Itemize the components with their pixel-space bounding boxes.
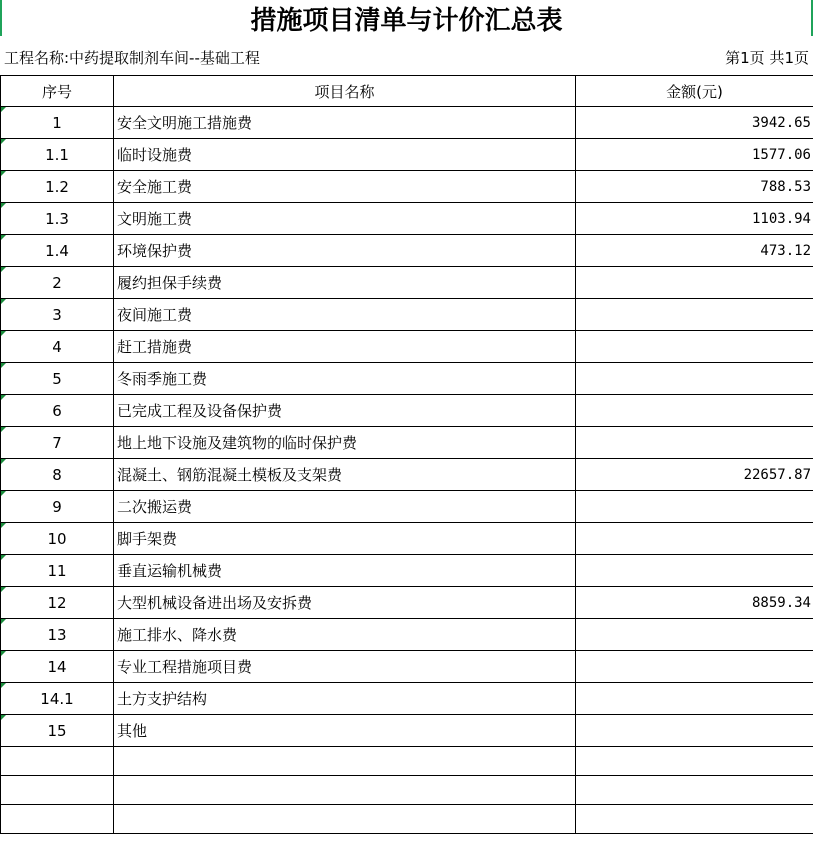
cell-seq[interactable]: 15 [1,715,114,747]
cell-amount[interactable] [576,395,813,427]
header-row [1,76,813,107]
cell-amount[interactable] [576,267,813,299]
table-row [1,267,813,299]
cell-amount[interactable]: 473.12 [576,235,813,267]
cell-amount[interactable] [576,715,813,747]
cell-amount[interactable] [576,619,813,651]
cell-seq[interactable]: 1.4 [1,235,114,267]
table-row [1,171,813,203]
cell-amount[interactable]: 3942.65 [576,107,813,139]
cell-seq[interactable] [1,805,114,834]
table-row [1,139,813,171]
cell-name[interactable]: 混凝土、钢筋混凝土模板及支架费 [114,459,576,491]
cell-name[interactable]: 垂直运输机械费 [114,555,576,587]
cell-seq[interactable]: 4 [1,331,114,363]
cell-amount[interactable] [576,747,813,776]
cell-name[interactable]: 安全施工费 [114,171,576,203]
table-row [1,747,813,776]
cell-name[interactable] [114,747,576,776]
cell-marker-icon [1,171,6,176]
cell-seq[interactable]: 10 [1,523,114,555]
cell-marker-icon [1,299,6,304]
cell-marker-icon [1,235,6,240]
cell-name[interactable]: 安全文明施工措施费 [114,107,576,139]
cell-seq[interactable]: 14 [1,651,114,683]
header-seq[interactable]: 序号 [1,76,114,107]
cell-marker-icon [1,139,6,144]
cell-amount[interactable] [576,427,813,459]
cell-amount[interactable] [576,491,813,523]
cell-name[interactable]: 冬雨季施工费 [114,363,576,395]
cell-marker-icon [1,331,6,336]
table-row [1,651,813,683]
cell-seq[interactable]: 1.2 [1,171,114,203]
header-name[interactable]: 项目名称 [114,76,576,107]
cell-seq[interactable]: 1.3 [1,203,114,235]
cell-name[interactable]: 大型机械设备进出场及安拆费 [114,587,576,619]
table-row [1,776,813,805]
cell-seq[interactable]: 13 [1,619,114,651]
table-row [1,299,813,331]
cell-amount[interactable]: 788.53 [576,171,813,203]
cell-marker-icon [1,363,6,368]
project-name: 工程名称:中药提取制剂车间--基础工程 [4,49,260,67]
table-row [1,203,813,235]
header-amount[interactable]: 金额(元) [576,76,813,107]
cell-seq[interactable]: 5 [1,363,114,395]
table-row [1,395,813,427]
cell-seq[interactable] [1,776,114,805]
cell-seq[interactable]: 12 [1,587,114,619]
page-info: 第1页 共1页 [725,49,809,67]
table-row [1,805,813,834]
measures-table [0,75,813,834]
table-row [1,459,813,491]
cell-name[interactable]: 施工排水、降水费 [114,619,576,651]
cell-marker-icon [1,683,6,688]
cell-name[interactable]: 地上地下设施及建筑物的临时保护费 [114,427,576,459]
cell-name[interactable]: 赶工措施费 [114,331,576,363]
table-body [1,107,813,834]
cell-name[interactable]: 环境保护费 [114,235,576,267]
cell-amount[interactable]: 1103.94 [576,203,813,235]
table-row [1,619,813,651]
cell-amount[interactable] [576,331,813,363]
cell-name[interactable] [114,776,576,805]
cell-name[interactable]: 履约担保手续费 [114,267,576,299]
cell-marker-icon [1,619,6,624]
cell-name[interactable]: 二次搬运费 [114,491,576,523]
cell-name[interactable]: 专业工程措施项目费 [114,651,576,683]
cell-seq[interactable]: 8 [1,459,114,491]
cell-amount[interactable] [576,523,813,555]
table-row [1,715,813,747]
cell-seq[interactable]: 11 [1,555,114,587]
cell-name[interactable]: 夜间施工费 [114,299,576,331]
table-row [1,427,813,459]
table-row [1,683,813,715]
table-row [1,491,813,523]
cell-name[interactable]: 土方支护结构 [114,683,576,715]
cell-marker-icon [1,555,6,560]
cell-amount[interactable]: 8859.34 [576,587,813,619]
cell-marker-icon [1,427,6,432]
cell-name[interactable]: 临时设施费 [114,139,576,171]
cell-marker-icon [1,587,6,592]
table-row [1,331,813,363]
cell-amount[interactable] [576,776,813,805]
cell-seq[interactable] [1,747,114,776]
cell-marker-icon [1,267,6,272]
cell-amount[interactable]: 22657.87 [576,459,813,491]
cell-marker-icon [1,715,6,720]
cell-seq[interactable]: 3 [1,299,114,331]
cell-name[interactable] [114,805,576,834]
cell-name[interactable]: 文明施工费 [114,203,576,235]
cell-amount[interactable]: 1577.06 [576,139,813,171]
cell-amount[interactable] [576,363,813,395]
cell-seq[interactable]: 1.1 [1,139,114,171]
cell-seq[interactable]: 7 [1,427,114,459]
cell-amount[interactable] [576,805,813,834]
sheet-title: 措施项目清单与计价汇总表 [250,6,563,36]
cell-marker-icon [1,459,6,464]
cell-seq[interactable]: 2 [1,267,114,299]
table-row [1,235,813,267]
cell-name[interactable]: 已完成工程及设备保护费 [114,395,576,427]
cell-marker-icon [1,523,6,528]
cell-amount[interactable] [576,299,813,331]
table-row [1,523,813,555]
cell-amount[interactable] [576,651,813,683]
cell-marker-icon [1,107,6,112]
cell-marker-icon [1,651,6,656]
table-row [1,107,813,139]
cell-name[interactable]: 其他 [114,715,576,747]
cell-amount[interactable] [576,555,813,587]
cell-marker-icon [1,395,6,400]
table-row [1,555,813,587]
cell-seq[interactable]: 9 [1,491,114,523]
cell-marker-icon [1,203,6,208]
cell-seq[interactable]: 6 [1,395,114,427]
table-row [1,363,813,395]
cell-seq[interactable]: 1 [1,107,114,139]
table-row [1,587,813,619]
cell-name[interactable]: 脚手架费 [114,523,576,555]
cell-seq[interactable]: 14.1 [1,683,114,715]
cell-marker-icon [1,491,6,496]
cell-amount[interactable] [576,683,813,715]
